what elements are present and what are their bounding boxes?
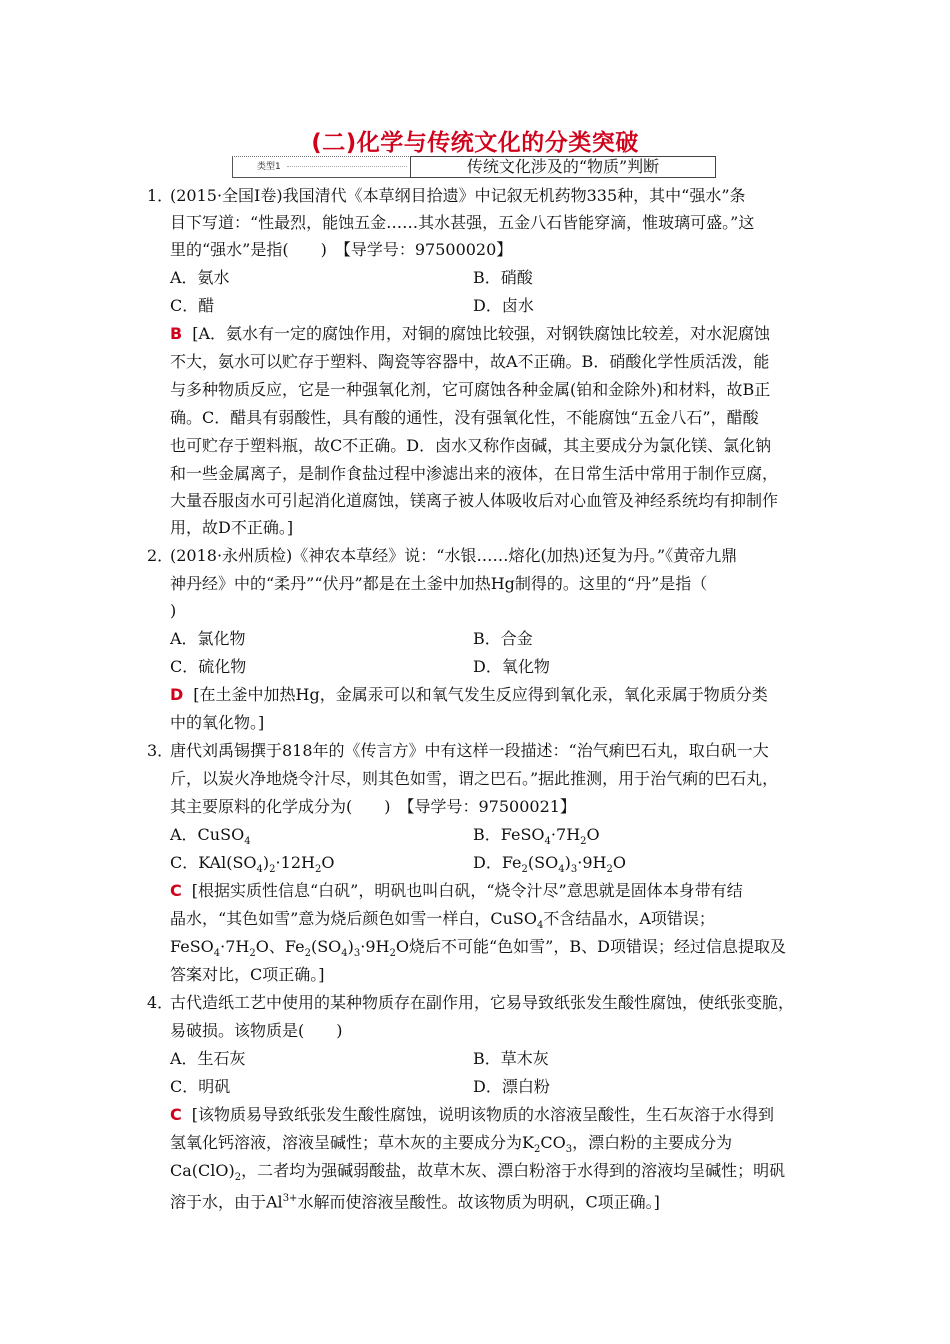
option-b: B．草木灰	[473, 1049, 549, 1068]
explanation-line: 晶水，“其色如雪”意为烧后颜色如雪一样白，CuSO$_4$不含结晶水，A项错误；	[170, 909, 715, 932]
explanation-line: 不大，氨水可以贮存于塑料、陶瓷等容器中，故A不正确。B．硝酸化学性质活泼，能	[170, 352, 770, 371]
option-b: B．$FeSO_4\cdot 7H_2O$	[473, 825, 600, 848]
question-text-line: (2018·永州质检)《神农本草经》说：“水银……熔化(加热)还复为丹。”《黄帝九鼎	[170, 546, 738, 565]
option-b: B．硝酸	[473, 268, 533, 287]
question-text-line: 里的“强水”是指( ) 【导学号：97500020】	[170, 240, 513, 259]
question-number: 1．	[147, 186, 174, 205]
option-a: A．氯化物	[170, 629, 246, 648]
explanation-line: 氢氧化钙溶液，溶液呈碱性；草木灰的主要成分为$K_2CO_3$，漂白粉的主要成分为	[170, 1133, 733, 1156]
explanation-line: 溶于水，由于$Al^{3+}$水解而使溶液呈酸性。故该物质为明矾，C项正确。]	[170, 1192, 660, 1212]
question-text-line: 其主要原料的化学成分为( ) 【导学号：97500021】	[170, 797, 576, 816]
section-title: (二)化学与传统文化的分类突破	[311, 130, 639, 156]
question-text-line: 斤，以炭火净地烧令汁尽，则其色如雪，谓之巴石。”据此推测，用于治气痢的巴石丸，	[170, 769, 779, 788]
explanation-line: $FeSO_4\cdot 7H_2O$、$Fe_2(SO_4)_3\cdot 9H_2O$烧后不可能“色如雪”，B、D项错误；经过信息提取及	[170, 937, 786, 960]
explanation-text: [A．氨水有一定的腐蚀作用，对铜的腐蚀比较强，对钢铁腐蚀比较差，对水泥腐蚀	[192, 324, 771, 343]
answer-letter: B	[170, 324, 183, 343]
explanation-line: 和一些金属离子，是制作食盐过程中渗滤出来的液体，在日常生活中常用于制作豆腐，	[170, 464, 779, 483]
question-text-line: 神丹经》中的“柔丹”“伏丹”都是在土釜中加热Hg制得的。这里的“丹”是指（	[170, 574, 708, 593]
option-c: C．$KAl(SO_4)_2\cdot 12H_2O$	[170, 853, 335, 876]
explanation-text: [该物质易导致纸张发生酸性腐蚀，说明该物质的水溶液呈酸性，生石灰溶于水得到	[191, 1105, 774, 1124]
explanation-line: $Ca(ClO)_2$，二者均为强碱弱酸盐，故草木灰、漂白粉溶于水得到的溶液均呈碱性；明矾	[170, 1161, 786, 1184]
question-number: 4．	[147, 993, 174, 1012]
option-c: C．明矾	[170, 1077, 231, 1096]
type-header-bar	[232, 156, 716, 178]
question-number: 3．	[147, 741, 174, 760]
question-text-line: 古代造纸工艺中使用的某种物质存在副作用，它易导致纸张发生酸性腐蚀，使纸张变脆，	[170, 993, 795, 1012]
option-c: C．醋	[170, 296, 215, 315]
type-tag-label: 类型1	[257, 162, 281, 172]
explanation-line	[170, 685, 768, 705]
explanation-line: 用，故D不正确。]	[170, 518, 294, 537]
explanation-line	[170, 881, 743, 901]
option-d: D．$Fe_2(SO_4)_3\cdot 9H_2O$	[473, 853, 626, 876]
question-number: 2．	[147, 546, 174, 565]
explanation-line	[170, 1105, 774, 1125]
option-d: D．氧化物	[473, 657, 550, 676]
option-a: A．CuSO$_4$	[170, 825, 251, 848]
explanation-line: 大量吞服卤水可引起消化道腐蚀，镁离子被人体吸收后对心血管及神经系统均有抑制作	[170, 491, 779, 510]
answer-letter: C	[170, 1105, 182, 1124]
type-tag	[232, 156, 411, 178]
option-a: A．氨水	[170, 268, 230, 287]
question-text-line: 易破损。该物质是( )	[170, 1021, 343, 1040]
explanation-line: 答案对比，C项正确。]	[170, 965, 325, 984]
explanation-text: [在土釜中加热Hg，金属汞可以和氧气发生反应得到氧化汞，氧化汞属于物质分类	[193, 685, 768, 704]
tag-dotted-rule	[287, 166, 407, 167]
explanation-text: [根据实质性信息“白矾”，明矾也叫白矾，“烧令汁尽”意思就是固体本身带有结	[191, 881, 743, 900]
explanation-line: 也可贮存于塑料瓶，故C不正确。D．卤水又称作卤碱，其主要成分为氯化镁、氯化钠	[170, 436, 772, 455]
answer-letter: D	[170, 685, 184, 704]
answer-letter: C	[170, 881, 182, 900]
explanation-line: 中的氧化物。]	[170, 713, 265, 732]
explanation-line: 与多种物质反应，它是一种强氧化剂，它可腐蚀各种金属(铂和金除外)和材料，故B正	[170, 380, 771, 399]
option-d: D．漂白粉	[473, 1077, 550, 1096]
option-b: B．合金	[473, 629, 533, 648]
explanation-line: 确。C．醋具有弱酸性，具有酸的通性，没有强氧化性，不能腐蚀“五金八石”，醋酸	[170, 408, 759, 427]
question-text-line: 目下写道：“性最烈，能蚀五金……其水甚强，五金八石皆能穿滴，惟玻璃可盛。”这	[170, 213, 755, 232]
option-a: A．生石灰	[170, 1049, 246, 1068]
option-c: C．硫化物	[170, 657, 247, 676]
question-text-line: )	[170, 601, 177, 620]
question-text-line: 唐代刘禹锡撰于818年的《传言方》中有这样一段描述：“治气痢巴石丸，取白矾一大	[170, 741, 769, 760]
explanation-line	[170, 324, 770, 344]
question-text-line: (2015·全国Ⅰ卷)我国清代《本草纲目拾遗》中记叙无机药物335种，其中“强水”条	[170, 186, 746, 205]
type-topic: 传统文化涉及的“物质”判断	[410, 156, 716, 178]
option-d: D．卤水	[473, 296, 534, 315]
